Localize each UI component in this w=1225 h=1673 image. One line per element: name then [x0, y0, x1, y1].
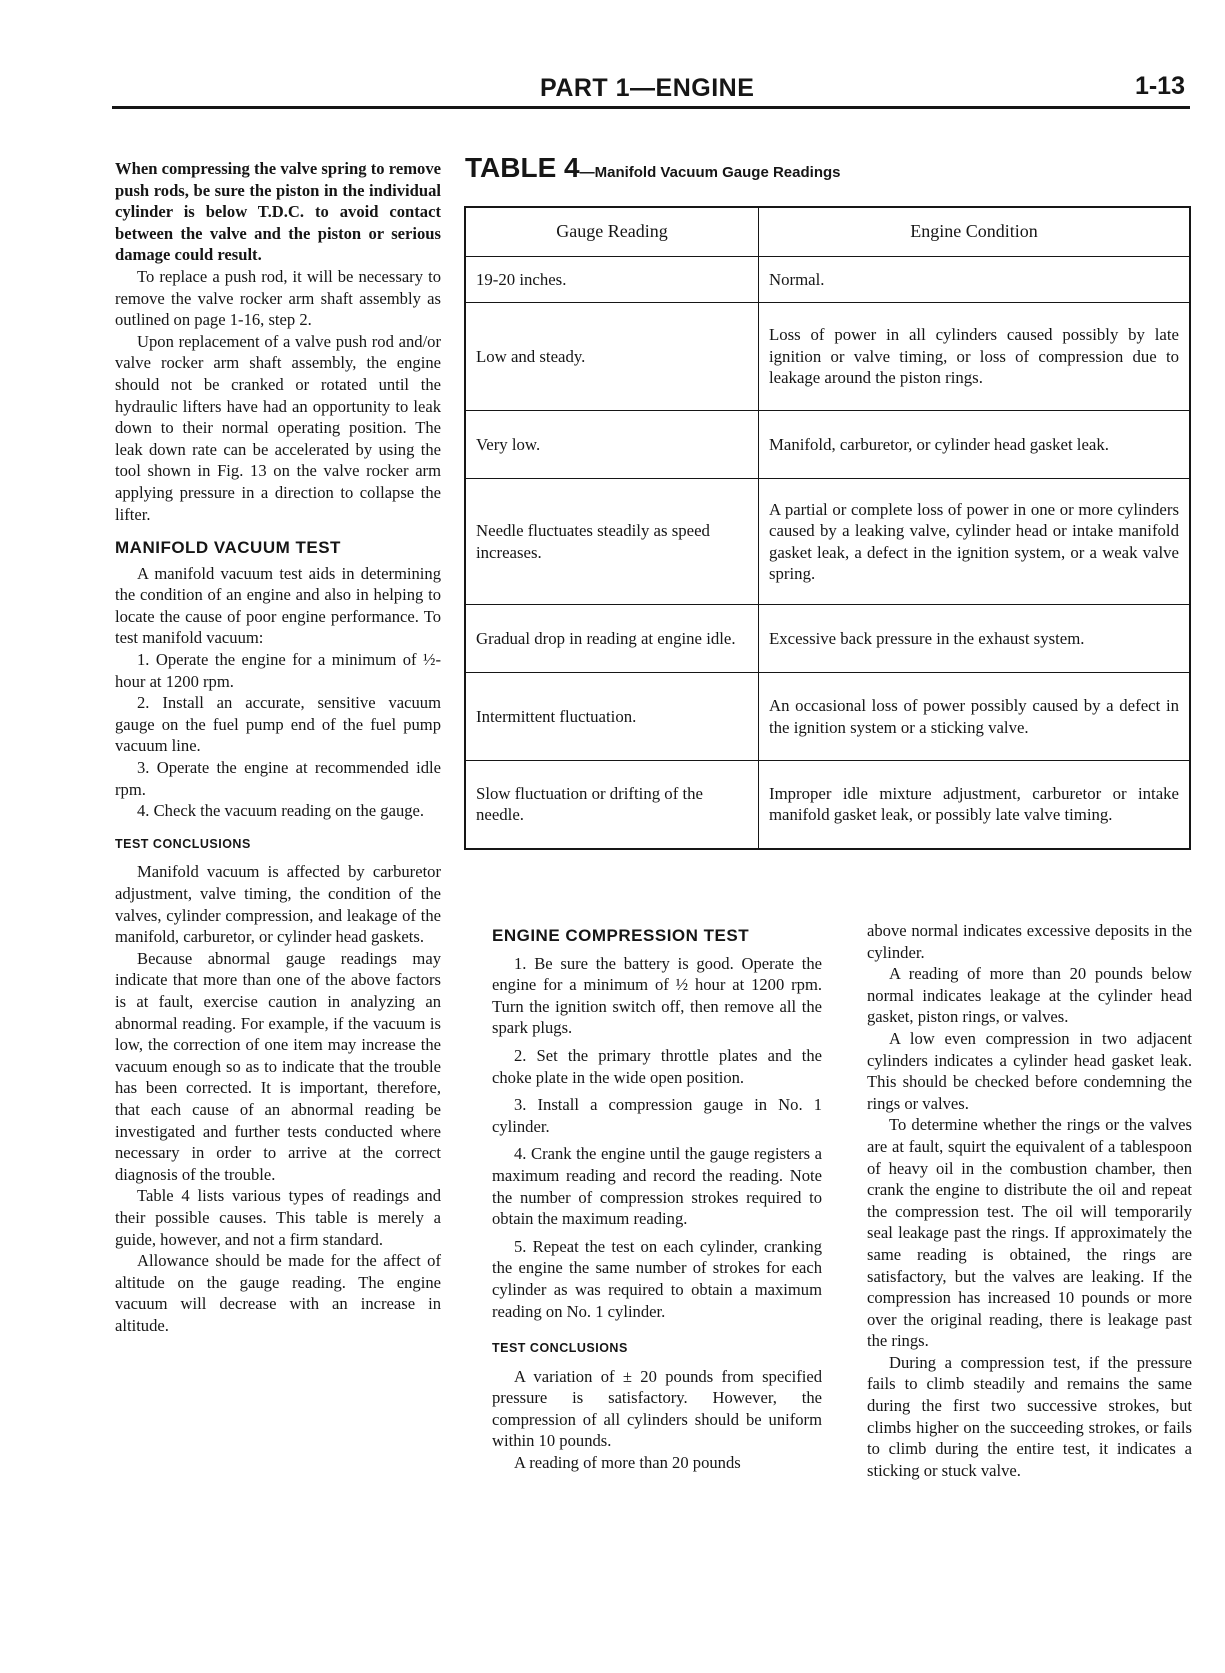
gauge-reading-cell: Low and steady. [465, 303, 759, 411]
engine-condition-cell: Normal. [759, 257, 1191, 303]
procedure-step: 4. Crank the engine until the gauge registers a maximum reading and record the reading. Note the number of compression strokes required to obtain the maximum reading. [492, 1144, 822, 1229]
middle-column [492, 925, 822, 1474]
header-divider [112, 106, 1190, 109]
paragraph: A manifold vacuum test aids in determining the condition of an engine and also in helping to locate the cause of poor engine performance. To test manifold vacuum: [115, 563, 441, 648]
gauge-reading-cell: Slow fluctuation or drifting of the needle. [465, 761, 759, 849]
table-row [465, 673, 1190, 761]
paragraph: A reading of more than 20 pounds [514, 1453, 741, 1473]
procedure-step: 2. Install an accurate, sensitive vacuum gauge on the fuel pump end of the fuel pump vacuum line. [115, 693, 441, 756]
subheading-test-conclusions: TEST CONCLUSIONS [492, 1341, 628, 1356]
table-row [465, 411, 1190, 479]
gauge-reading-cell: 19-20 inches. [465, 257, 759, 303]
gauge-reading-cell: Very low. [465, 411, 759, 479]
table-row [465, 257, 1190, 303]
procedure-step: 1. Be sure the battery is good. Operate the engine for a minimum of ½ hour at 1200 rpm. Turn the ignition switch off, then remove all the spark plugs. [492, 953, 822, 1038]
column-header: Gauge Reading [465, 207, 759, 257]
page-number: 1-13 [1134, 72, 1185, 100]
engine-condition-cell: Excessive back pressure in the exhaust system. [759, 605, 1191, 673]
engine-condition-cell: An occasional loss of power possibly caused by a defect in the ignition system or a sticking valve. [759, 673, 1191, 761]
table-subtitle: —Manifold Vacuum Gauge Readings [579, 164, 841, 181]
gauge-reading-cell: Gradual drop in reading at engine idle. [465, 605, 759, 673]
table-header-row [465, 207, 1190, 257]
paragraph: Allowance should be made for the affect of altitude on the gauge reading. The engine vacuum will decrease with an increase in altitude. [115, 1251, 441, 1335]
procedure-step: 2. Set the primary throttle plates and the choke plate in the wide open position. [492, 1045, 822, 1087]
engine-condition-cell: Manifold, carburetor, or cylinder head gasket leak. [759, 411, 1191, 479]
table-caption [465, 152, 840, 184]
column-header: Engine Condition [759, 207, 1191, 257]
table-row [465, 605, 1190, 673]
caution-note: When compressing the valve spring to remove push rods, be sure the piston in the individual cylinder is below T.D.C. to avoid contact between the valve and the piston or serious damage could result. [115, 159, 441, 265]
subheading-test-conclusions: TEST CONCLUSIONS [115, 836, 251, 851]
gauge-reading-cell: Intermittent fluctuation. [465, 673, 759, 761]
procedure-step: 5. Repeat the test on each cylinder, cranking the engine the same number of strokes for each cylinder as was required to obtain a maximum reading on No. 1 cylinder. [492, 1236, 822, 1321]
paragraph: To replace a push rod, it will be necessary to remove the valve rocker arm shaft assembly as outlined on page 1-16, step 2. [115, 266, 441, 330]
engine-condition-cell: Loss of power in all cylinders caused possibly by late ignition or valve timing, or loss of compression due to leakage around the piston rings. [759, 303, 1191, 411]
paragraph: Upon replacement of a valve push rod and/or valve rocker arm shaft assembly, the engine should not be cranked or rotated until the hydraulic lifters have had an opportunity to leak down to their normal operating position. The leak down rate can be accelerated by using the tool shown in Fig. 13 on the valve rocker arm applying pressure in a direction to collapse the lifter. [115, 331, 441, 524]
paragraph: Table 4 lists various types of readings and their possible causes. This table is merely a guide, however, and not a firm standard. [115, 1186, 441, 1249]
section-heading-manifold-vacuum: MANIFOLD VACUUM TEST [115, 538, 341, 558]
procedure-step: 4. Check the vacuum reading on the gauge. [137, 801, 425, 821]
paragraph: During a compression test, if the pressure fails to climb steadily and remains the same during the first two successive strokes, but climbs higher on the succeeding strokes, or fails to climb during the entire test, it indicates a sticking or stuck valve. [867, 1352, 1192, 1480]
table-row [465, 479, 1190, 605]
section-title: PART 1—ENGINE [540, 74, 755, 102]
table-number: TABLE 4 [465, 152, 580, 183]
paragraph: A variation of ± 20 pounds from specified pressure is satisfactory. However, the compression of all cylinders should be uniform within 10 pounds. [492, 1366, 822, 1451]
paragraph: To determine whether the rings or the valves are at fault, squirt the equivalent of a tablespoon of heavy oil in the combustion chamber, then crank the engine to distribute the oil and repeat the compression test. The oil will temporarily seal leakage past the rings. If approximately the same reading is obtained, the rings are satisfactory, but the valves are leaking. If the compression has increased 10 pounds or more over the original reading, there is leakage past the rings. [867, 1115, 1192, 1351]
gauge-reading-cell: Needle fluctuates steadily as speed increases. [465, 479, 759, 605]
paragraph: A reading of more than 20 pounds below normal indicates leakage at the cylinder head gasket, piston rings, or valves. [867, 964, 1192, 1027]
engine-condition-cell: Improper idle mixture adjustment, carburetor or intake manifold gasket leak, or possibly late valve timing. [759, 761, 1191, 849]
table-row [465, 303, 1190, 411]
table-row [465, 761, 1190, 849]
procedure-step: 3. Install a compression gauge in No. 1 cylinder. [492, 1095, 822, 1136]
left-column [115, 158, 441, 1336]
vacuum-gauge-table [464, 206, 1191, 850]
section-heading-compression-test: ENGINE COMPRESSION TEST [492, 926, 750, 945]
paragraph: above normal indicates excessive deposits in the cylinder. [867, 921, 1192, 962]
engine-condition-cell: A partial or complete loss of power in one or more cylinders caused by a leaking valve, cylinder head or intake manifold gasket leak, a defect in the ignition system, or a weak valve spring. [759, 479, 1191, 605]
paragraph: A low even compression in two adjacent cylinders indicates a cylinder head gasket leak. This should be checked before condemning the rings or valves. [867, 1028, 1192, 1113]
procedure-step: 3. Operate the engine at recommended idle rpm. [115, 758, 441, 799]
right-column [867, 920, 1192, 1481]
paragraph: Because abnormal gauge readings may indicate that more than one of the above factors is at fault, exercise caution in analyzing an abnormal reading. For example, if the vacuum is low, the correction of one item may increase the vacuum enough so as to indicate that the trouble has been corrected. It is important, therefore, that each cause of an abnormal reading be investigated and further tests conducted where necessary in order to arrive at the correct diagnosis of the trouble. [115, 948, 441, 1184]
procedure-step: 1. Operate the engine for a minimum of ½-hour at 1200 rpm. [115, 650, 441, 691]
paragraph: Manifold vacuum is affected by carburetor adjustment, valve timing, the condition of the valves, cylinder compression, and leakage of the manifold, carburetor, or cylinder head gaskets. [115, 862, 441, 947]
